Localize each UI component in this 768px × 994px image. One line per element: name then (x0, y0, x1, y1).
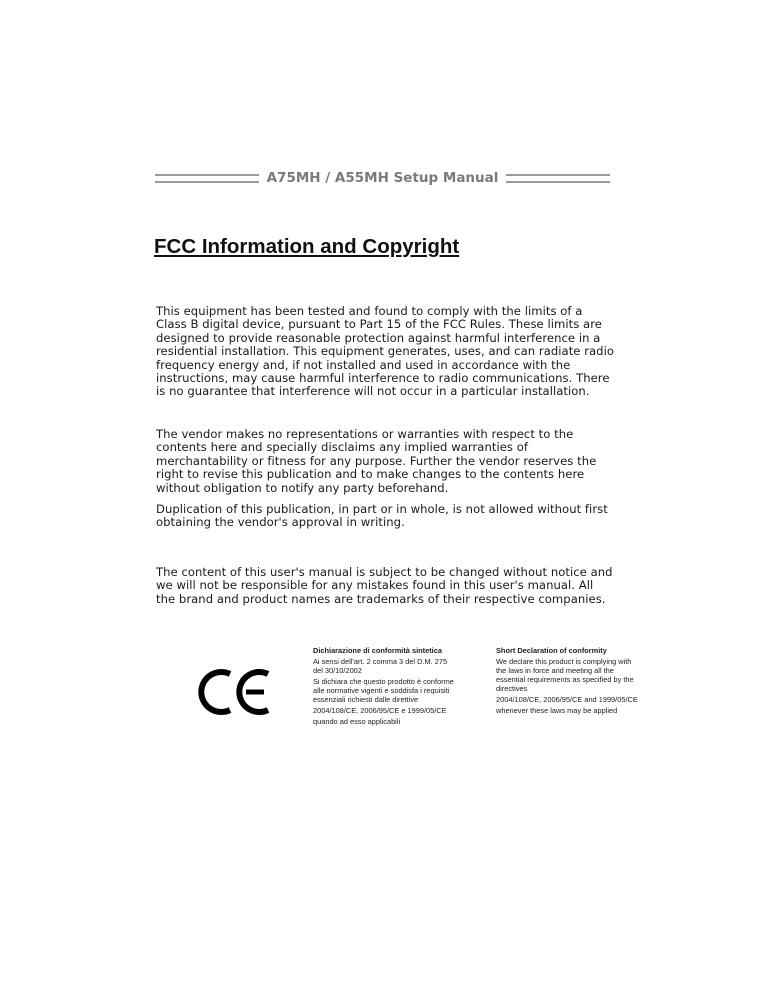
ce-mark-icon (198, 666, 272, 718)
fcc-paragraph: This equipment has been tested and found to comply with the limits of a Class B digital device, pursuant to Part 15 of the FCC Rules. These limits are designed to provide reasonable protection against harmful interference in a residential installation. This equipment generates, uses, and can radiate radio frequency energy and, if not installed and used in accordance with the instructions, may cause harmful interference to radio communications. There is no guarantee that interference will not occur in a particular installation. (156, 304, 615, 399)
declaration-line: 2004/108/CE, 2006/95/CE and 1999/05/CE (496, 695, 638, 704)
declaration-italian-heading: Dichiarazione di conformità sintetica (313, 646, 442, 655)
page-title: FCC Information and Copyright (154, 235, 460, 258)
declaration-english (496, 646, 641, 717)
declaration-line: whenever these laws may be applied (496, 706, 618, 715)
declaration-line: Ai sensi dell'art. 2 comma 3 del D.M. 275 del 30/10/2002 (313, 657, 448, 675)
duplication-paragraph: Duplication of this publication, in part or in whole, is not allowed without first obtaining the vendor's approval in writing. (156, 502, 608, 530)
header-rule-left (155, 174, 259, 183)
declaration-line: We declare this product is complying with the laws in force and meeting all the essential requirements as specified by the directives (496, 657, 634, 693)
declaration-line: Si dichiara che questo prodotto è conforme alle normative vigenti e soddisfa i requisiti essenziali richiesti dalle direttive (313, 677, 454, 704)
declaration-english-heading: Short Declaration of conformity (496, 646, 607, 655)
running-header (155, 168, 610, 188)
manual-title: A75MH / A55MH Setup Manual (266, 170, 499, 186)
declaration-line: 2004/108/CE, 2006/95/CE e 1999/05/CE (313, 706, 447, 715)
content-notice-paragraph: The content of this user's manual is subject to be changed without notice and we will not be responsible for any mistakes found in this user's manual. All the brand and product names are trademarks of their respective companies. (156, 565, 613, 606)
warranty-paragraph: The vendor makes no representations or warranties with respect to the contents here and specially disclaims any implied warranties of merchantability or fitness for any purpose. Further the vendor reserves the right to revise this publication and to make changes to the contents here without obligation to notify any party beforehand. (156, 427, 597, 495)
header-rule-right (506, 174, 610, 183)
declaration-line: quando ad esso applicabili (313, 717, 401, 726)
declaration-italian (313, 646, 458, 728)
